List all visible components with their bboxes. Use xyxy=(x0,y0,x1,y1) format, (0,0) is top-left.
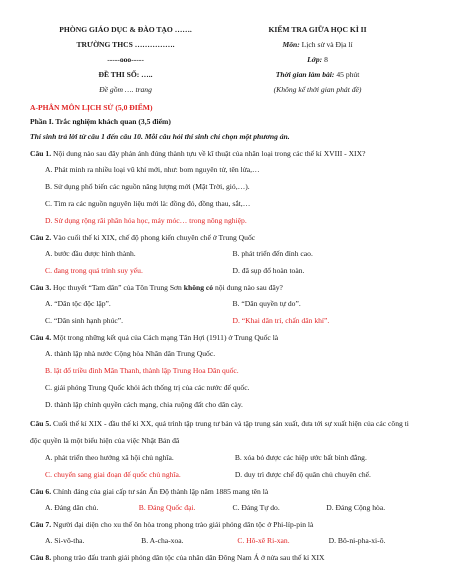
option-c[interactable]: C. “Dân sinh hạnh phúc”. xyxy=(45,316,124,325)
option-a[interactable]: A. “Dân tộc độc lập”. xyxy=(45,299,111,308)
option-a[interactable]: A. Đảng dân chủ. xyxy=(45,503,99,512)
option-d[interactable]: D. duy trì được chế độ quân chủ chuyên chế. xyxy=(234,470,371,479)
subject-value: Lịch sử và Địa lí xyxy=(301,40,353,49)
exam-code: ĐỀ THI SỐ: ….. xyxy=(98,70,153,79)
question-stem xyxy=(30,147,420,161)
option-b[interactable]: B. xóa bỏ được các hiệp ước bất bình đẳng. xyxy=(234,453,367,462)
grade-line xyxy=(219,52,416,67)
question-4 xyxy=(30,331,420,413)
option-c[interactable]: C. Hô-xê Ri-xan. xyxy=(237,536,290,545)
question-label: Câu 1. xyxy=(30,149,52,158)
question-text: Chính đảng của giai cấp tư sản Ấn Độ thành lập năm 1885 mang tên là xyxy=(53,487,269,496)
question-label: Câu 6. xyxy=(30,487,52,496)
divider-text: -----ooo----- xyxy=(107,55,144,64)
exam-header xyxy=(30,22,420,97)
question-text: Cuối thế kỉ XIX - đầu thế kỉ XX, quá trình tập trung tư bản và tập trung sản xuất, đưa tới sự xuất hiện của các công ti độc quyền là một biểu hiện của việc Nhật Bản đã xyxy=(30,419,409,445)
grade-value: 8 xyxy=(324,55,328,64)
page-count: Đề gồm …. trang xyxy=(99,85,152,94)
subject-label: Môn: xyxy=(282,40,300,49)
school-info xyxy=(32,22,219,97)
options-row xyxy=(30,499,420,516)
options-row xyxy=(30,245,420,262)
option-b[interactable]: B. Sử dụng phổ biến các nguồn năng lượng mới (Mặt Trời, gió,…). xyxy=(45,182,250,191)
time-line xyxy=(219,67,416,82)
option-d[interactable]: D. Sử dụng rộng rãi phân hóa học, máy móc… trong nông nghiệp. xyxy=(45,216,247,225)
option-c[interactable]: C. Đảng Tự do. xyxy=(232,503,280,512)
options-row xyxy=(30,312,420,329)
time-value: 45 phút xyxy=(336,70,360,79)
exam-info xyxy=(219,22,416,97)
question-stem xyxy=(30,518,420,532)
question-stem xyxy=(30,231,420,245)
question-stem xyxy=(30,331,420,345)
exam-title: KIỂM TRA GIỮA HỌC KÌ II xyxy=(268,25,367,34)
options-row xyxy=(30,449,420,466)
question-stem xyxy=(30,415,420,449)
department-name: PHÒNG GIÁO DỤC & ĐÀO TẠO ……. xyxy=(59,25,192,34)
option-a[interactable]: A. bước đầu được hình thành. xyxy=(45,249,136,258)
question-emphasis: không có xyxy=(183,283,214,292)
options-row xyxy=(30,466,420,483)
question-text: Vào cuối thế kỉ XIX, chế độ phong kiến chuyên chế ở Trung Quốc xyxy=(52,233,256,242)
question-label: Câu 4. xyxy=(30,333,52,342)
option-c[interactable]: C. chuyển sang giai đoạn đế quốc chủ nghĩa. xyxy=(45,470,181,479)
question-text-end: nội dung nào sau đây? xyxy=(213,283,283,292)
question-label: Câu 5. xyxy=(30,419,52,428)
option-a[interactable]: A. Phát minh ra nhiều loại vũ khí mới, như: bom nguyên tử, tên lửa,… xyxy=(45,165,260,174)
subject-line xyxy=(219,37,416,52)
option-b[interactable]: B. Đảng Quốc đại. xyxy=(138,503,196,512)
question-label: Câu 3. xyxy=(30,283,52,292)
option-c[interactable]: C. giải phóng Trung Quốc khỏi ách thống trị của các nước đế quốc. xyxy=(45,383,250,392)
option-d[interactable]: D. Đảng Cộng hòa. xyxy=(326,503,386,512)
option-b[interactable]: B. lật đổ triều đình Mãn Thanh, thành lập Trung Hoa Dân quốc. xyxy=(45,366,239,375)
question-text: Nội dung nào sau đây phản ánh đúng thành tựu về kĩ thuật của nhân loại trong các thế kỉ XVIII - XIX? xyxy=(53,149,366,158)
question-8 xyxy=(30,551,420,565)
option-a[interactable]: A. phát triển theo hướng xã hội chủ nghĩa. xyxy=(45,453,174,462)
section-title: A-PHÂN MÔN LỊCH SỬ (5,0 ĐIỂM) xyxy=(30,103,153,112)
question-stem xyxy=(30,281,420,295)
grade-label: Lớp: xyxy=(307,55,323,64)
option-b[interactable]: B. phát triển đến đỉnh cao. xyxy=(232,249,313,258)
time-note: (Không kể thời gian phát đề) xyxy=(273,85,362,94)
option-b[interactable]: B. A-cha-xoa. xyxy=(141,536,184,545)
question-stem xyxy=(30,485,420,499)
part-title: Phần I. Trắc nghiệm khách quan (3,5 điểm) xyxy=(30,117,171,126)
question-2 xyxy=(30,231,420,279)
instructions: Thí sinh trả lời từ câu 1 đến câu 10. Mỗi câu hỏi thí sinh chỉ chọn một phương án. xyxy=(30,132,290,141)
option-b[interactable]: B. “Dân quyền tự do”. xyxy=(232,299,301,308)
option-d[interactable]: D. thành lập chính quyền cách mạng, chia ruộng đất cho dân cày. xyxy=(45,400,243,409)
question-1 xyxy=(30,147,420,229)
options-row xyxy=(30,295,420,312)
options-row xyxy=(30,262,420,279)
question-3 xyxy=(30,281,420,329)
option-c[interactable]: C. đang trong quá trình suy yếu. xyxy=(45,266,143,275)
question-text: phong trào đấu tranh giải phóng dân tộc của nhân dân Đông Nam Á ở nửa sau thế kỉ XIX xyxy=(53,553,325,562)
option-a[interactable]: A. thành lập nhà nước Cộng hòa Nhân dân Trung Quốc. xyxy=(45,349,216,358)
question-text: Học thuyết “Tam dân” của Tôn Trung Sơn xyxy=(53,283,184,292)
time-label: Thời gian làm bài: xyxy=(275,70,335,79)
question-stem xyxy=(30,551,420,565)
question-label: Câu 2. xyxy=(30,233,52,242)
question-text: Người đại diện cho xu thế ôn hòa trong phong trào giải phóng dân tộc ở Phi-líp-pin là xyxy=(53,520,314,529)
question-text: Một trong những kết quả của Cách mạng Tân Hợi (1911) ở Trung Quốc là xyxy=(53,333,279,342)
options-row xyxy=(30,532,420,549)
option-d[interactable]: D. đã sụp đổ hoàn toàn. xyxy=(232,266,305,275)
option-d[interactable]: D. “Khai dân trí, chấn dân khí”. xyxy=(232,316,330,325)
option-c[interactable]: C. Tìm ra các nguồn nguyên liệu mới là: đồng đỏ, đồng thau, sắt,… xyxy=(45,199,251,208)
option-d[interactable]: D. Bô-ni-pha-xi-ô. xyxy=(328,536,386,545)
option-a[interactable]: A. Si-vô-tha. xyxy=(45,536,85,545)
school-name: TRƯỜNG THCS ……………. xyxy=(76,40,175,49)
question-label: Câu 8. xyxy=(30,553,52,562)
question-label: Câu 7. xyxy=(30,520,52,529)
question-7 xyxy=(30,518,420,549)
question-5 xyxy=(30,415,420,483)
question-6 xyxy=(30,485,420,516)
